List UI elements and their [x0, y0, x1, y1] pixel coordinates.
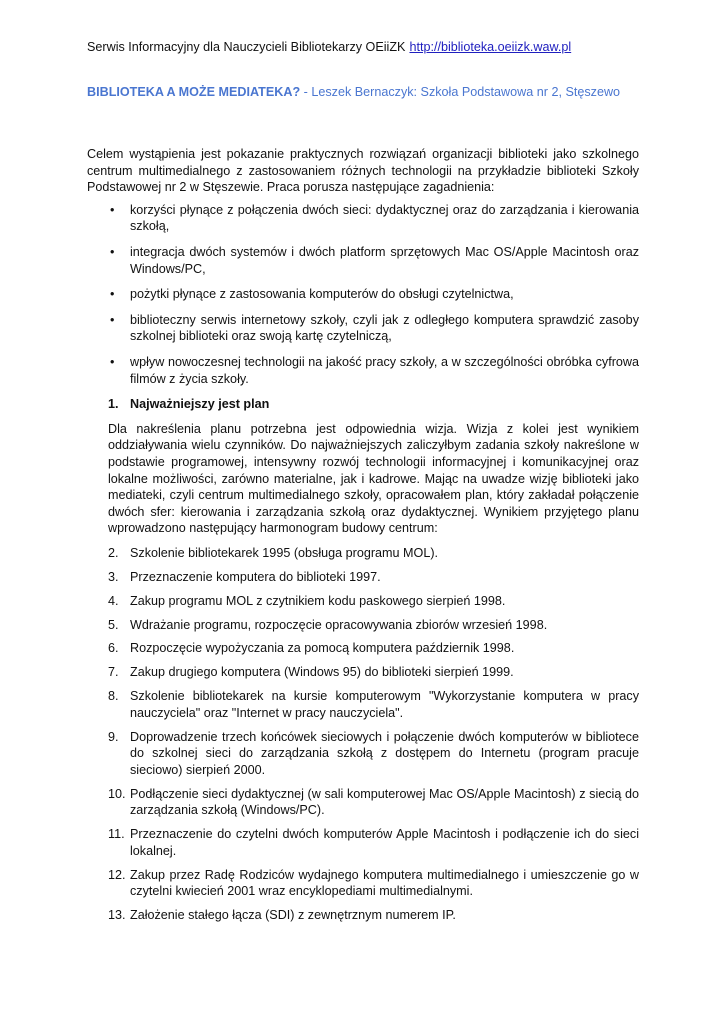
list-item: 8. Szkolenie bibliotekarek na kursie komputerowym "Wykorzystanie komputera w pracy nauczyciela" oraz "Internet w pracy nauczyciela".	[108, 689, 639, 720]
list-item: 12. Zakup przez Radę Rodziców wydajnego komputera multimedialnego i umieszczenie go w czytelni kwiecień 2001 wraz encyklopediami multimedialnymi.	[108, 867, 639, 899]
list-item: 10. Podłączenie sieci dydaktycznej (w sali komputerowej Mac OS/Apple Macintosh) z siecią do zarządzania szkołą (Windows/PC).	[108, 786, 639, 818]
list-item: • pożytki płynące z zastosowania komputerów do obsługi czytelnictwa,	[110, 287, 514, 302]
list-item: • wpływ nowoczesnej technologii na jakość pracy szkoły, a w szczególności obróbka cyfrowa filmów z życia szkoły.	[110, 354, 639, 386]
list-item: 11. Przeznaczenie do czytelni dwóch komputerów Apple Macintosh i podłączenie ich do sieci lokalnej.	[108, 827, 639, 858]
list-item: 6. Rozpoczęcie wypożyczania za pomocą komputera październik 1998.	[108, 641, 515, 656]
schedule-list	[87, 545, 639, 924]
article-title	[87, 85, 620, 99]
bullet-icon: •	[110, 354, 115, 369]
list-item: 4. Zakup programu MOL z czytnikiem kodu paskowego sierpień 1998.	[108, 593, 506, 608]
title-main: BIBLIOTEKA A MOŻE MEDIATEKA?	[87, 85, 301, 99]
header-link[interactable]: http://biblioteka.oeiizk.waw.pl	[409, 40, 572, 54]
header-text: Serwis Informacyjny dla Nauczycieli Bibliotekarzy OEiiZK	[87, 40, 406, 54]
bullet-icon: •	[110, 287, 115, 302]
page-header	[87, 40, 571, 54]
section-number: 1.	[108, 397, 119, 412]
list-item: 7. Zakup drugiego komputera (Windows 95) do biblioteki sierpień 1999.	[108, 665, 514, 680]
list-item: 3. Przeznaczenie komputera do biblioteki 1997.	[108, 569, 381, 584]
list-item: 13. Założenie stałego łącza (SDI) z zewnętrznym numerem IP.	[108, 908, 456, 923]
bullet-icon: •	[110, 202, 115, 217]
topics-list	[87, 202, 639, 387]
list-item: 9. Doprowadzenie trzech końcówek sieciowych i połączenie dwóch komputerów w bibliotece do szkolnej sieci do zarządzania szkołą z dostępem do Internetu (program pracuje sieciowo) sierpień 2000.	[108, 729, 639, 777]
section-heading	[87, 396, 639, 413]
list-item: 2. Szkolenie bibliotekarek 1995 (obsługa programu MOL).	[108, 545, 439, 560]
section-paragraph: Dla nakreślenia planu potrzebna jest odpowiednia wizja. Wizja z kolei jest wynikiem oddziaływania wielu czynników. Do najważniejszych zaliczyłbym zadania szkoły nakreślone w podstawie programowej, intensywny rozwój technologii informacyjnej i komunikacyjnej oraz lokalne możliwości, zarówno materialne, jak i kadrowe. Mając na uwadze wizję biblioteki jako mediateki, czyli centrum multimedialnego szkoły, opracowałem plan, który zakładał połączenie dwóch sfer: kierowania i zarządzania szkołą oraz dydaktycznej. Wynikiem przyjętego planu wprowadzono następujący harmonogram budowy centrum:	[108, 421, 639, 536]
article-body	[87, 146, 639, 931]
intro-paragraph: Celem wystąpienia jest pokazanie praktycznych rozwiązań organizacji biblioteki jako szkolnego centrum multimedialnego z zastosowaniem różnych technologii na przykładzie biblioteki Szkoły Podstawowej nr 2 w Stęszewie. Praca porusza następujące zagadnienia:	[87, 147, 639, 195]
bullet-icon: •	[110, 312, 115, 327]
list-item: • biblioteczny serwis internetowy szkoły, czyli jak z odległego komputera sprawdzić zasoby szkolnej biblioteki oraz swoją kartę czytelniczą,	[110, 312, 639, 344]
title-author: - Leszek Bernaczyk: Szkoła Podstawowa nr 2, Stęszewo	[300, 85, 621, 99]
section-title: Najważniejszy jest plan	[130, 397, 270, 412]
list-item: • integracja dwóch systemów i dwóch platform sprzętowych Mac OS/Apple Macintosh oraz Windows/PC,	[110, 244, 639, 276]
list-item: • korzyści płynące z połączenia dwóch sieci: dydaktycznej oraz do zarządzania i kierowania szkołą,	[110, 202, 639, 234]
bullet-icon: •	[110, 244, 115, 259]
list-item: 5. Wdrażanie programu, rozpoczęcie opracowywania zbiorów wrzesień 1998.	[108, 617, 548, 632]
